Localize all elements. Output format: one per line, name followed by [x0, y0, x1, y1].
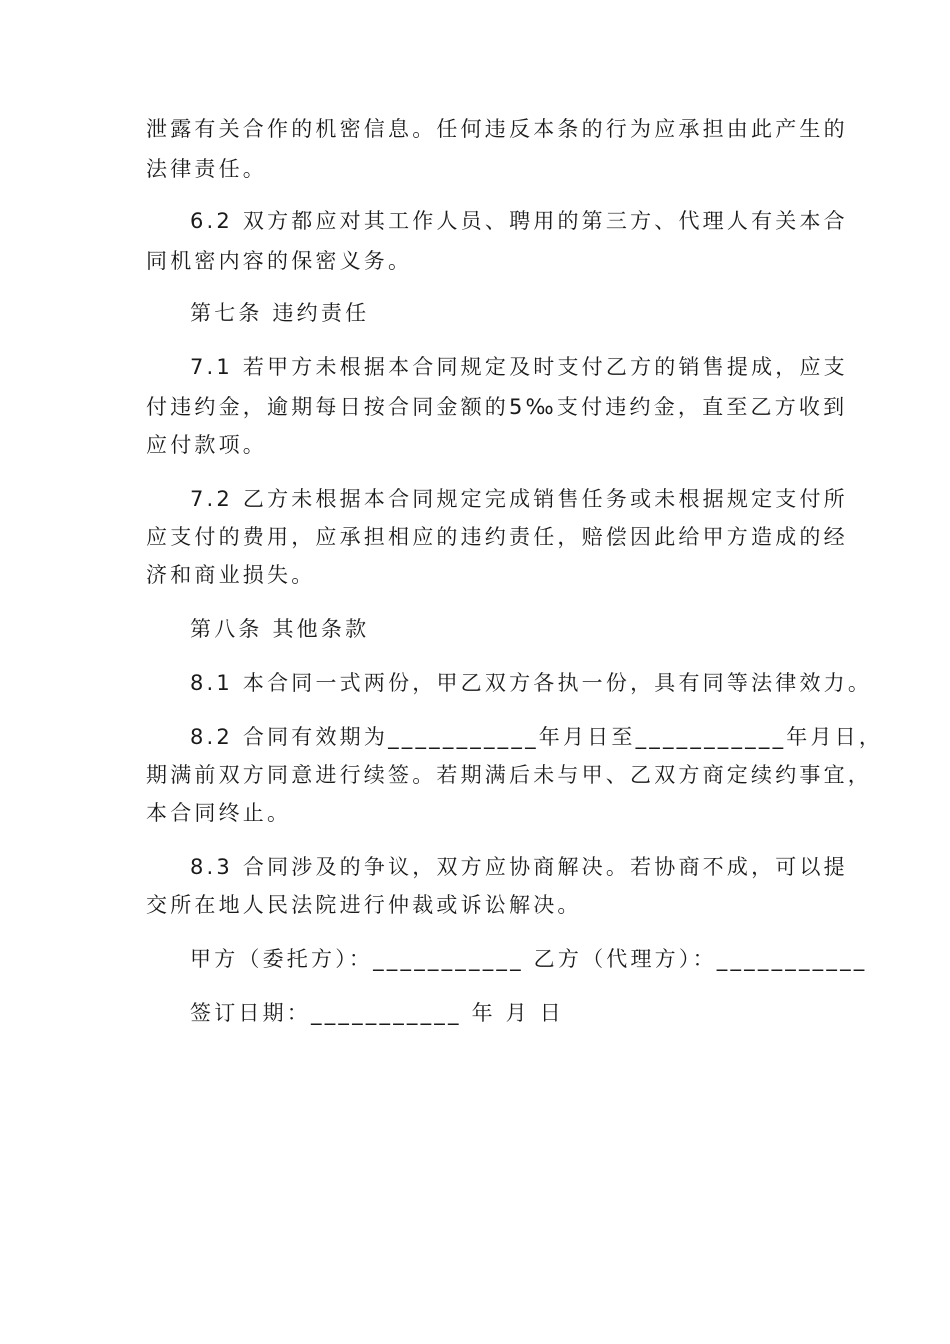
article-8-heading: 第八条 其他条款: [190, 617, 370, 641]
clause-8-2-line-1: 8.2 合同有效期为___________年月日至___________年月日，: [190, 725, 884, 749]
clause-8-3-line-2: 交所在地人民法院进行仲裁或诉讼解决。: [146, 893, 582, 917]
clause-6-2-line-2: 同机密内容的保密义务。: [146, 249, 413, 273]
clause-8-2-line-2: 期满前双方同意进行续签。若期满后未与甲、乙双方商定续约事宜，: [146, 763, 872, 787]
clause-7-1-line-1: 7.1 若甲方未根据本合同规定及时支付乙方的销售提成，应支: [190, 355, 848, 379]
clause-6-2-line-1: 6.2 双方都应对其工作人员、聘用的第三方、代理人有关本合: [190, 209, 848, 233]
clause-8-3-line-1: 8.3 合同涉及的争议，双方应协商解决。若协商不成，可以提: [190, 855, 848, 879]
clause-7-2-line-3: 济和商业损失。: [146, 563, 316, 587]
signing-date-line: 签订日期：___________ 年 月 日: [190, 1001, 564, 1025]
text-line-1: 泄露有关合作的机密信息。任何违反本条的行为应承担由此产生的: [146, 117, 848, 141]
text-line-2: 法律责任。: [146, 157, 267, 181]
clause-8-1-line-1: 8.1 本合同一式两份，甲乙双方各执一份，具有同等法律效力。: [190, 671, 873, 695]
clause-7-1-line-3: 应付款项。: [146, 433, 267, 457]
signature-parties-line: 甲方（委托方）：___________ 乙方（代理方）：___________: [190, 947, 868, 971]
clause-7-1-line-2: 付违约金，逾期每日按合同金额的5‰支付违约金，直至乙方收到: [146, 395, 848, 419]
clause-8-2-line-3: 本合同终止。: [146, 801, 292, 825]
clause-7-2-line-1: 7.2 乙方未根据本合同规定完成销售任务或未根据规定支付所: [190, 487, 848, 511]
clause-7-2-line-2: 应支付的费用，应承担相应的违约责任，赔偿因此给甲方造成的经: [146, 525, 848, 549]
article-7-heading: 第七条 违约责任: [190, 301, 370, 325]
